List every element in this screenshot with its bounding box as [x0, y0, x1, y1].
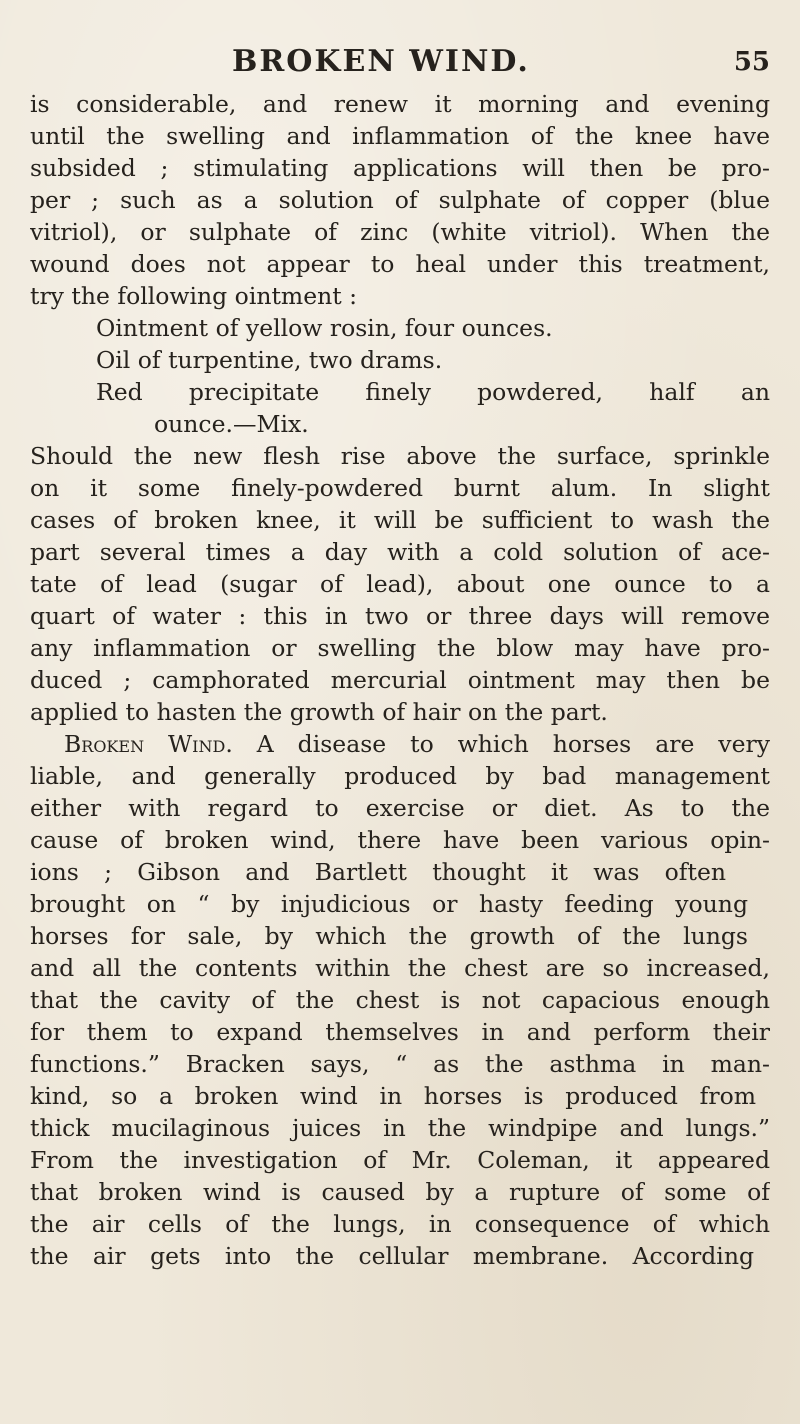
text-line: From the investigation of Mr. Coleman, it appeared: [30, 1146, 770, 1174]
page-number: 55: [733, 47, 770, 77]
recipe-line: ounce.—Mix.: [154, 410, 309, 438]
text-line: thick mucilaginous juices in the windpipe and lungs.”: [30, 1114, 770, 1142]
text-line: either with regard to exercise or diet. As to the: [30, 794, 770, 822]
text-line: is considerable, and renew it morning and evening: [30, 90, 770, 118]
text-line: cases of broken knee, it will be sufficient to wash the: [30, 506, 770, 534]
text-line: Should the new flesh rise above the surface, sprinkle: [30, 442, 770, 470]
text-line: per ; such as a solution of sulphate of copper (blue: [30, 186, 770, 214]
text-line: try the following ointment :: [30, 282, 358, 310]
text-line: kind, so a broken wind in horses is produced from: [30, 1082, 756, 1110]
text-line: liable, and generally produced by bad management: [30, 762, 770, 790]
text-line: vitriol), or sulphate of zinc (white vitriol). When the: [30, 218, 770, 246]
text-line: duced ; camphorated mercurial ointment may then be: [30, 666, 770, 694]
text-line: that broken wind is caused by a rupture of some of: [30, 1178, 770, 1206]
text-line: subsided ; stimulating applications will then be pro-: [30, 154, 770, 182]
text-line: functions.” Bracken says, “ as the asthma in man-: [30, 1050, 770, 1078]
text-line: quart of water : this in two or three days will remove: [30, 602, 770, 630]
recipe-line: Red precipitate finely powdered, half an: [96, 378, 770, 406]
text-line: the air gets into the cellular membrane. According: [30, 1242, 754, 1270]
text-line: and all the contents within the chest are so increased,: [30, 954, 770, 982]
text-line: ions ; Gibson and Bartlett thought it was often: [30, 858, 726, 886]
section-heading: Broken Wind: [64, 730, 226, 758]
text-line: wound does not appear to heal under this treatment,: [30, 250, 770, 278]
section-heading-line: Broken Wind. A disease to which horses are very: [64, 730, 770, 758]
text-line: for them to expand themselves in and perform their: [30, 1018, 770, 1046]
text-line: cause of broken wind, there have been various opin-: [30, 826, 770, 854]
recipe-line: Oil of turpentine, two drams.: [96, 346, 443, 374]
text-line: until the swelling and inflammation of the knee have: [30, 122, 770, 150]
text-line: on it some finely-powdered burnt alum. In slight: [30, 474, 770, 502]
text-line: part several times a day with a cold solution of ace-: [30, 538, 770, 566]
running-head: [0, 42, 800, 82]
recipe-line: Ointment of yellow rosin, four ounces.: [96, 314, 553, 342]
text-line: brought on “ by injudicious or hasty feeding young: [30, 890, 748, 918]
text-line: the air cells of the lungs, in consequence of which: [30, 1210, 770, 1238]
text-line: horses for sale, by which the growth of the lungs: [30, 922, 748, 950]
text-line: tate of lead (sugar of lead), about one ounce to a: [30, 570, 770, 598]
text-line: that the cavity of the chest is not capacious enough: [30, 986, 770, 1014]
text-line: applied to hasten the growth of hair on the part.: [30, 698, 608, 726]
text-line: any inflammation or swelling the blow may have pro-: [30, 634, 770, 662]
running-title: BROKEN WIND.: [232, 44, 530, 79]
